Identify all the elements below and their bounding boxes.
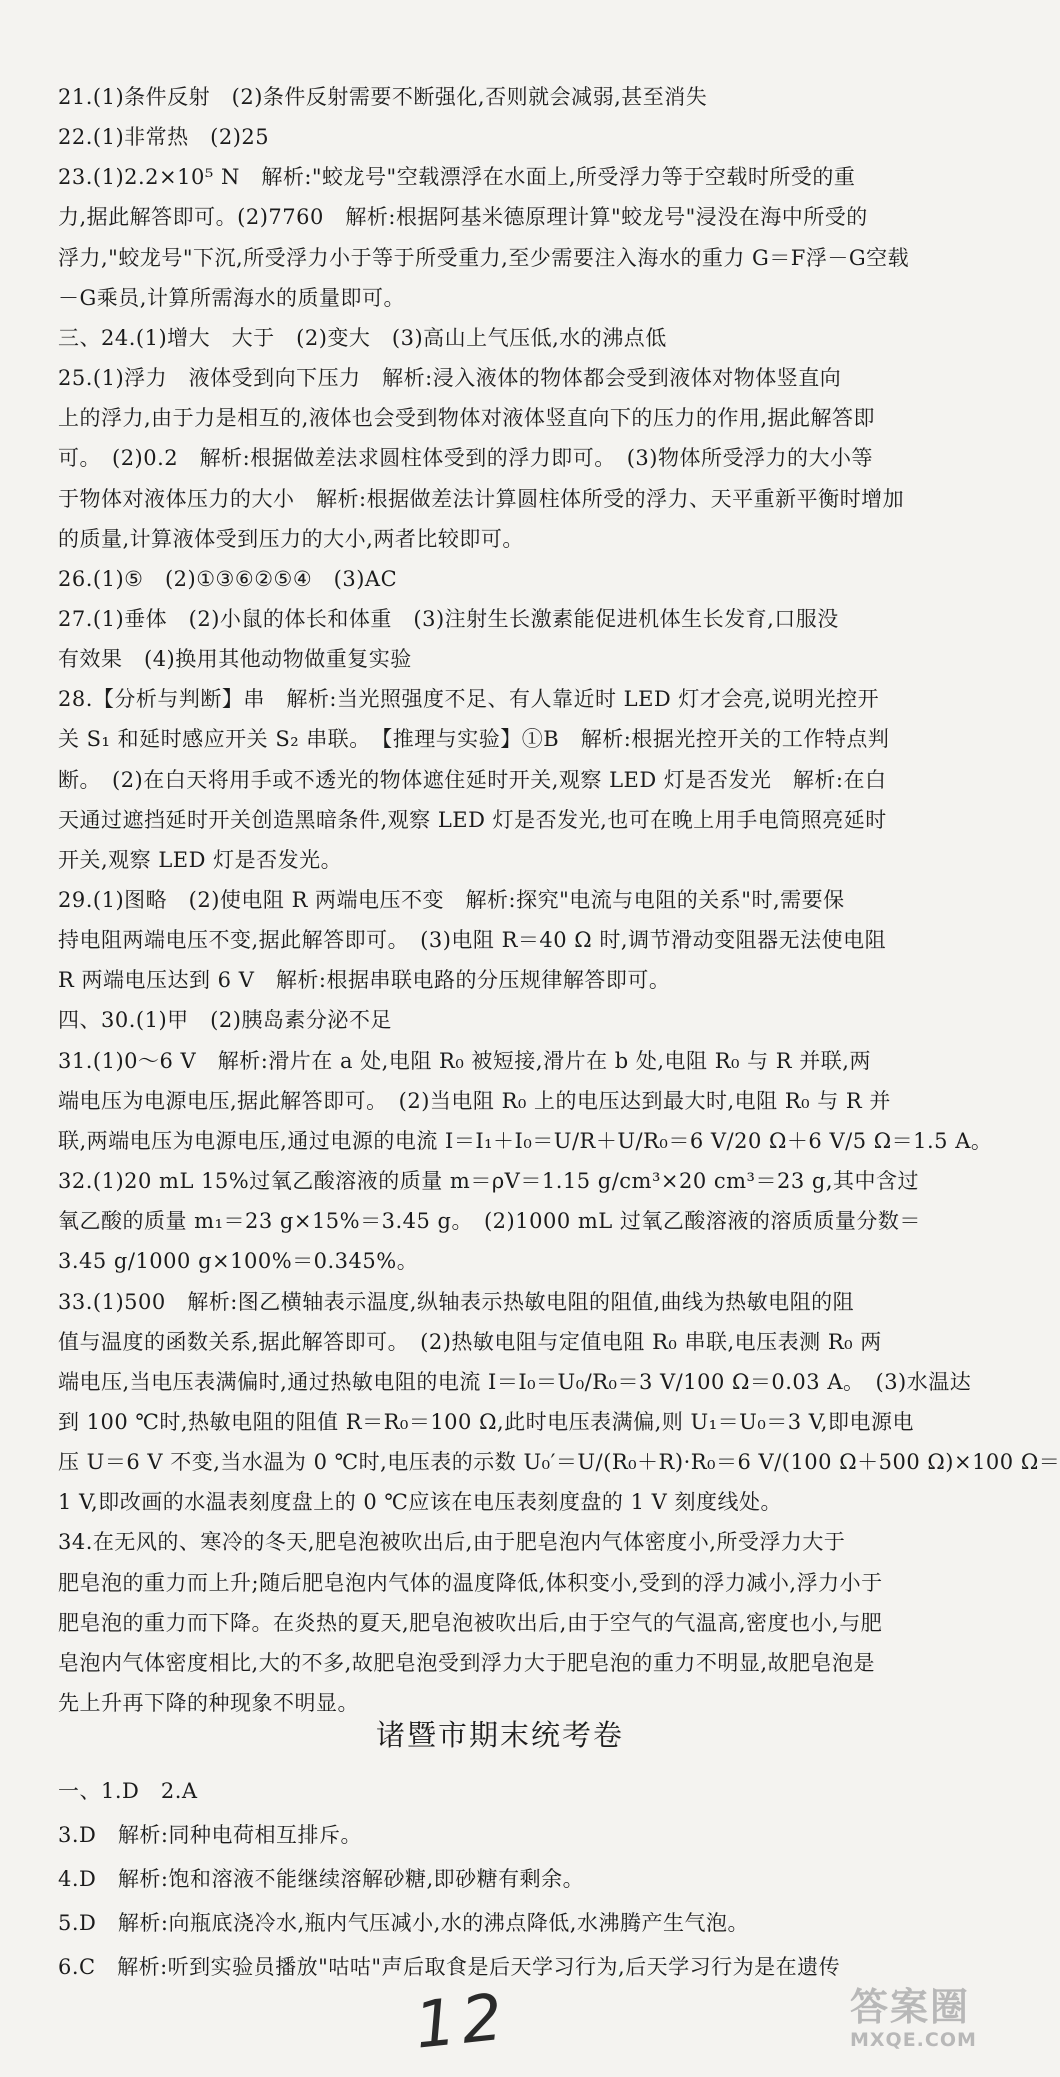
text-line: 四、30.(1)甲 (2)胰岛素分泌不足	[58, 1008, 392, 1033]
text-line: 于物体对液体压力的大小 解析:根据做差法计算圆柱体所受的浮力、天平重新平衡时增加	[58, 486, 905, 511]
text-line: 断。 (2)在白天将用手或不透光的物体遮住延时开关,观察 LED 灯是否发光 解析:在白	[58, 767, 887, 792]
text-line: 天通过遮挡延时开关创造黑暗条件,观察 LED 灯是否发光,也可在晚上用手电筒照亮延时	[58, 807, 887, 832]
text-line: 29.(1)图略 (2)使电阻 R 两端电压不变 解析:探究"电流与电阻的关系"时,需要保	[58, 888, 845, 912]
text-line: 6.C 解析:听到实验员播放"咕咕"声后取食是后天学习行为,后天学习行为是在遗传	[58, 1955, 841, 1979]
text-line: 力,据此解答即可。(2)7760 解析:根据阿基米德原理计算"蛟龙号"浸没在海中所受的	[58, 205, 868, 230]
text-line: 的质量,计算液体受到压力的大小,两者比较即可。	[58, 526, 524, 551]
text-line: 端电压,当电压表满偏时,通过热敏电阻的电流 I＝I₀＝U₀/R₀＝3 V/100 Ω＝0.03 A。 (3)水温达	[58, 1369, 972, 1394]
text-line: 值与温度的函数关系,据此解答即可。 (2)热敏电阻与定值电阻 R₀ 串联,电压表测 R₀ 两	[58, 1329, 882, 1354]
text-line: 开关,观察 LED 灯是否发光。	[58, 847, 343, 872]
text-line: 23.(1)2.2×10⁵ N 解析:"蛟龙号"空载漂浮在水面上,所受浮力等于空载时所受的重	[58, 165, 856, 190]
text-line: －G乘员,计算所需海水的质量即可。	[58, 285, 405, 310]
handwritten-page-number: 12	[411, 1980, 513, 2064]
text-line: 氧乙酸的质量 m₁＝23 g×15%＝3.45 g。 (2)1000 mL 过氧乙酸溶液的溶质质量分数＝	[58, 1209, 921, 1234]
text-line: 到 100 ℃时,热敏电阻的阻值 R＝R₀＝100 Ω,此时电压表满偏,则 U₁＝U₀＝3 V,即电源电	[58, 1409, 914, 1434]
watermark-top: 答案圈	[850, 1985, 971, 2029]
section-title: 诸暨市期末统考卷	[375, 1718, 624, 1752]
text-line: 三、24.(1)增大 大于 (2)变大 (3)高山上气压低,水的沸点低	[58, 325, 667, 350]
watermark-logo	[850, 1985, 990, 2073]
text-line: 21.(1)条件反射 (2)条件反射需要不断强化,否则就会减弱,甚至消失	[58, 85, 708, 109]
text-line: 25.(1)浮力 液体受到向下压力 解析:浸入液体的物体都会受到液体对物体竖直向	[58, 366, 842, 391]
text-line: 可。 (2)0.2 解析:根据做差法求圆柱体受到的浮力即可。 (3)物体所受浮力的大小等	[58, 446, 873, 471]
text-line: 26.(1)⑤ (2)①③⑥②⑤④ (3)AC	[58, 566, 398, 591]
text-line: 肥皂泡的重力而下降。在炎热的夏天,肥皂泡被吹出后,由于空气的气温高,密度也小,与肥	[58, 1610, 883, 1635]
text-line: 一、1.D 2.A	[58, 1779, 198, 1803]
text-line: 33.(1)500 解析:图乙横轴表示温度,纵轴表示热敏电阻的阻值,曲线为热敏电阻的阻	[58, 1289, 855, 1314]
text-line: 22.(1)非常热 (2)25	[58, 125, 270, 150]
watermark-bottom: MXQE.COM	[850, 2029, 977, 2051]
text-line: 关 S₁ 和延时感应开关 S₂ 串联。 【推理与实验】①B 解析:根据光控开关的工作特点判	[58, 727, 890, 752]
text-line: 3.D 解析:同种电荷相互排斥。	[58, 1823, 362, 1847]
text-line: 皂泡内气体密度相比,大的不多,故肥皂泡受到浮力大于肥皂泡的重力不明显,故肥皂泡是	[58, 1650, 876, 1675]
text-line: 持电阻两端电压不变,据此解答即可。 (3)电阻 R＝40 Ω 时,调节滑动变阻器无法使电阻	[58, 928, 887, 953]
text-line: 联,两端电压为电源电压,通过电源的电流 I＝I₁＋I₀＝U/R＋U/R₀＝6 V/20 Ω＋6 V/5 Ω＝1.5 A。	[58, 1128, 993, 1153]
text-line: 28.【分析与判断】串 解析:当光照强度不足、有人靠近时 LED 灯才会亮,说明光控开	[58, 687, 880, 712]
text-line: 5.D 解析:向瓶底浇冷水,瓶内气压减小,水的沸点降低,水沸腾产生气泡。	[58, 1911, 749, 1935]
text-line: 压 U＝6 V 不变,当水温为 0 ℃时,电压表的示数 U₀′＝U/(R₀＋R)·R₀＝6 V/(100 Ω＋500 Ω)×100 Ω＝	[58, 1450, 1060, 1475]
text-line: 上的浮力,由于力是相互的,液体也会受到物体对液体竖直向下的压力的作用,据此解答即	[58, 406, 876, 431]
text-line: 31.(1)0～6 V 解析:滑片在 a 处,电阻 R₀ 被短接,滑片在 b 处,电阻 R₀ 与 R 并联,两	[58, 1048, 871, 1073]
text-line: 端电压为电源电压,据此解答即可。 (2)当电阻 R₀ 上的电压达到最大时,电阻 R₀ 与 R 并	[58, 1088, 891, 1113]
text-line: 27.(1)垂体 (2)小鼠的体长和体重 (3)注射生长激素能促进机体生长发育,口服没	[58, 606, 839, 631]
text-line: 1 V,即改画的水温表刻度盘上的 0 ℃应该在电压表刻度盘的 1 V 刻度线处。	[58, 1490, 782, 1515]
text-line: 肥皂泡的重力而上升;随后肥皂泡内气体的温度降低,体积变小,受到的浮力减小,浮力小于	[58, 1570, 883, 1595]
text-line: 4.D 解析:饱和溶液不能继续溶解砂糖,即砂糖有剩余。	[58, 1867, 585, 1891]
text-line: 有效果 (4)换用其他动物做重复实验	[58, 647, 412, 672]
text-line: R 两端电压达到 6 V 解析:根据串联电路的分压规律解答即可。	[58, 968, 671, 993]
text-line: 浮力,"蛟龙号"下沉,所受浮力小于等于所受重力,至少需要注入海水的重力 G＝F浮－G空载	[58, 245, 910, 270]
text-line: 先上升再下降的种现象不明显。	[58, 1691, 359, 1715]
text-line: 32.(1)20 mL 15%过氧乙酸溶液的质量 m＝ρV＝1.15 g/cm³×20 cm³＝23 g,其中含过	[58, 1169, 919, 1194]
text-line: 34.在无风的、寒冷的冬天,肥皂泡被吹出后,由于肥皂泡内气体密度小,所受浮力大于	[58, 1530, 846, 1555]
text-line: 3.45 g/1000 g×100%＝0.345%。	[58, 1249, 419, 1274]
